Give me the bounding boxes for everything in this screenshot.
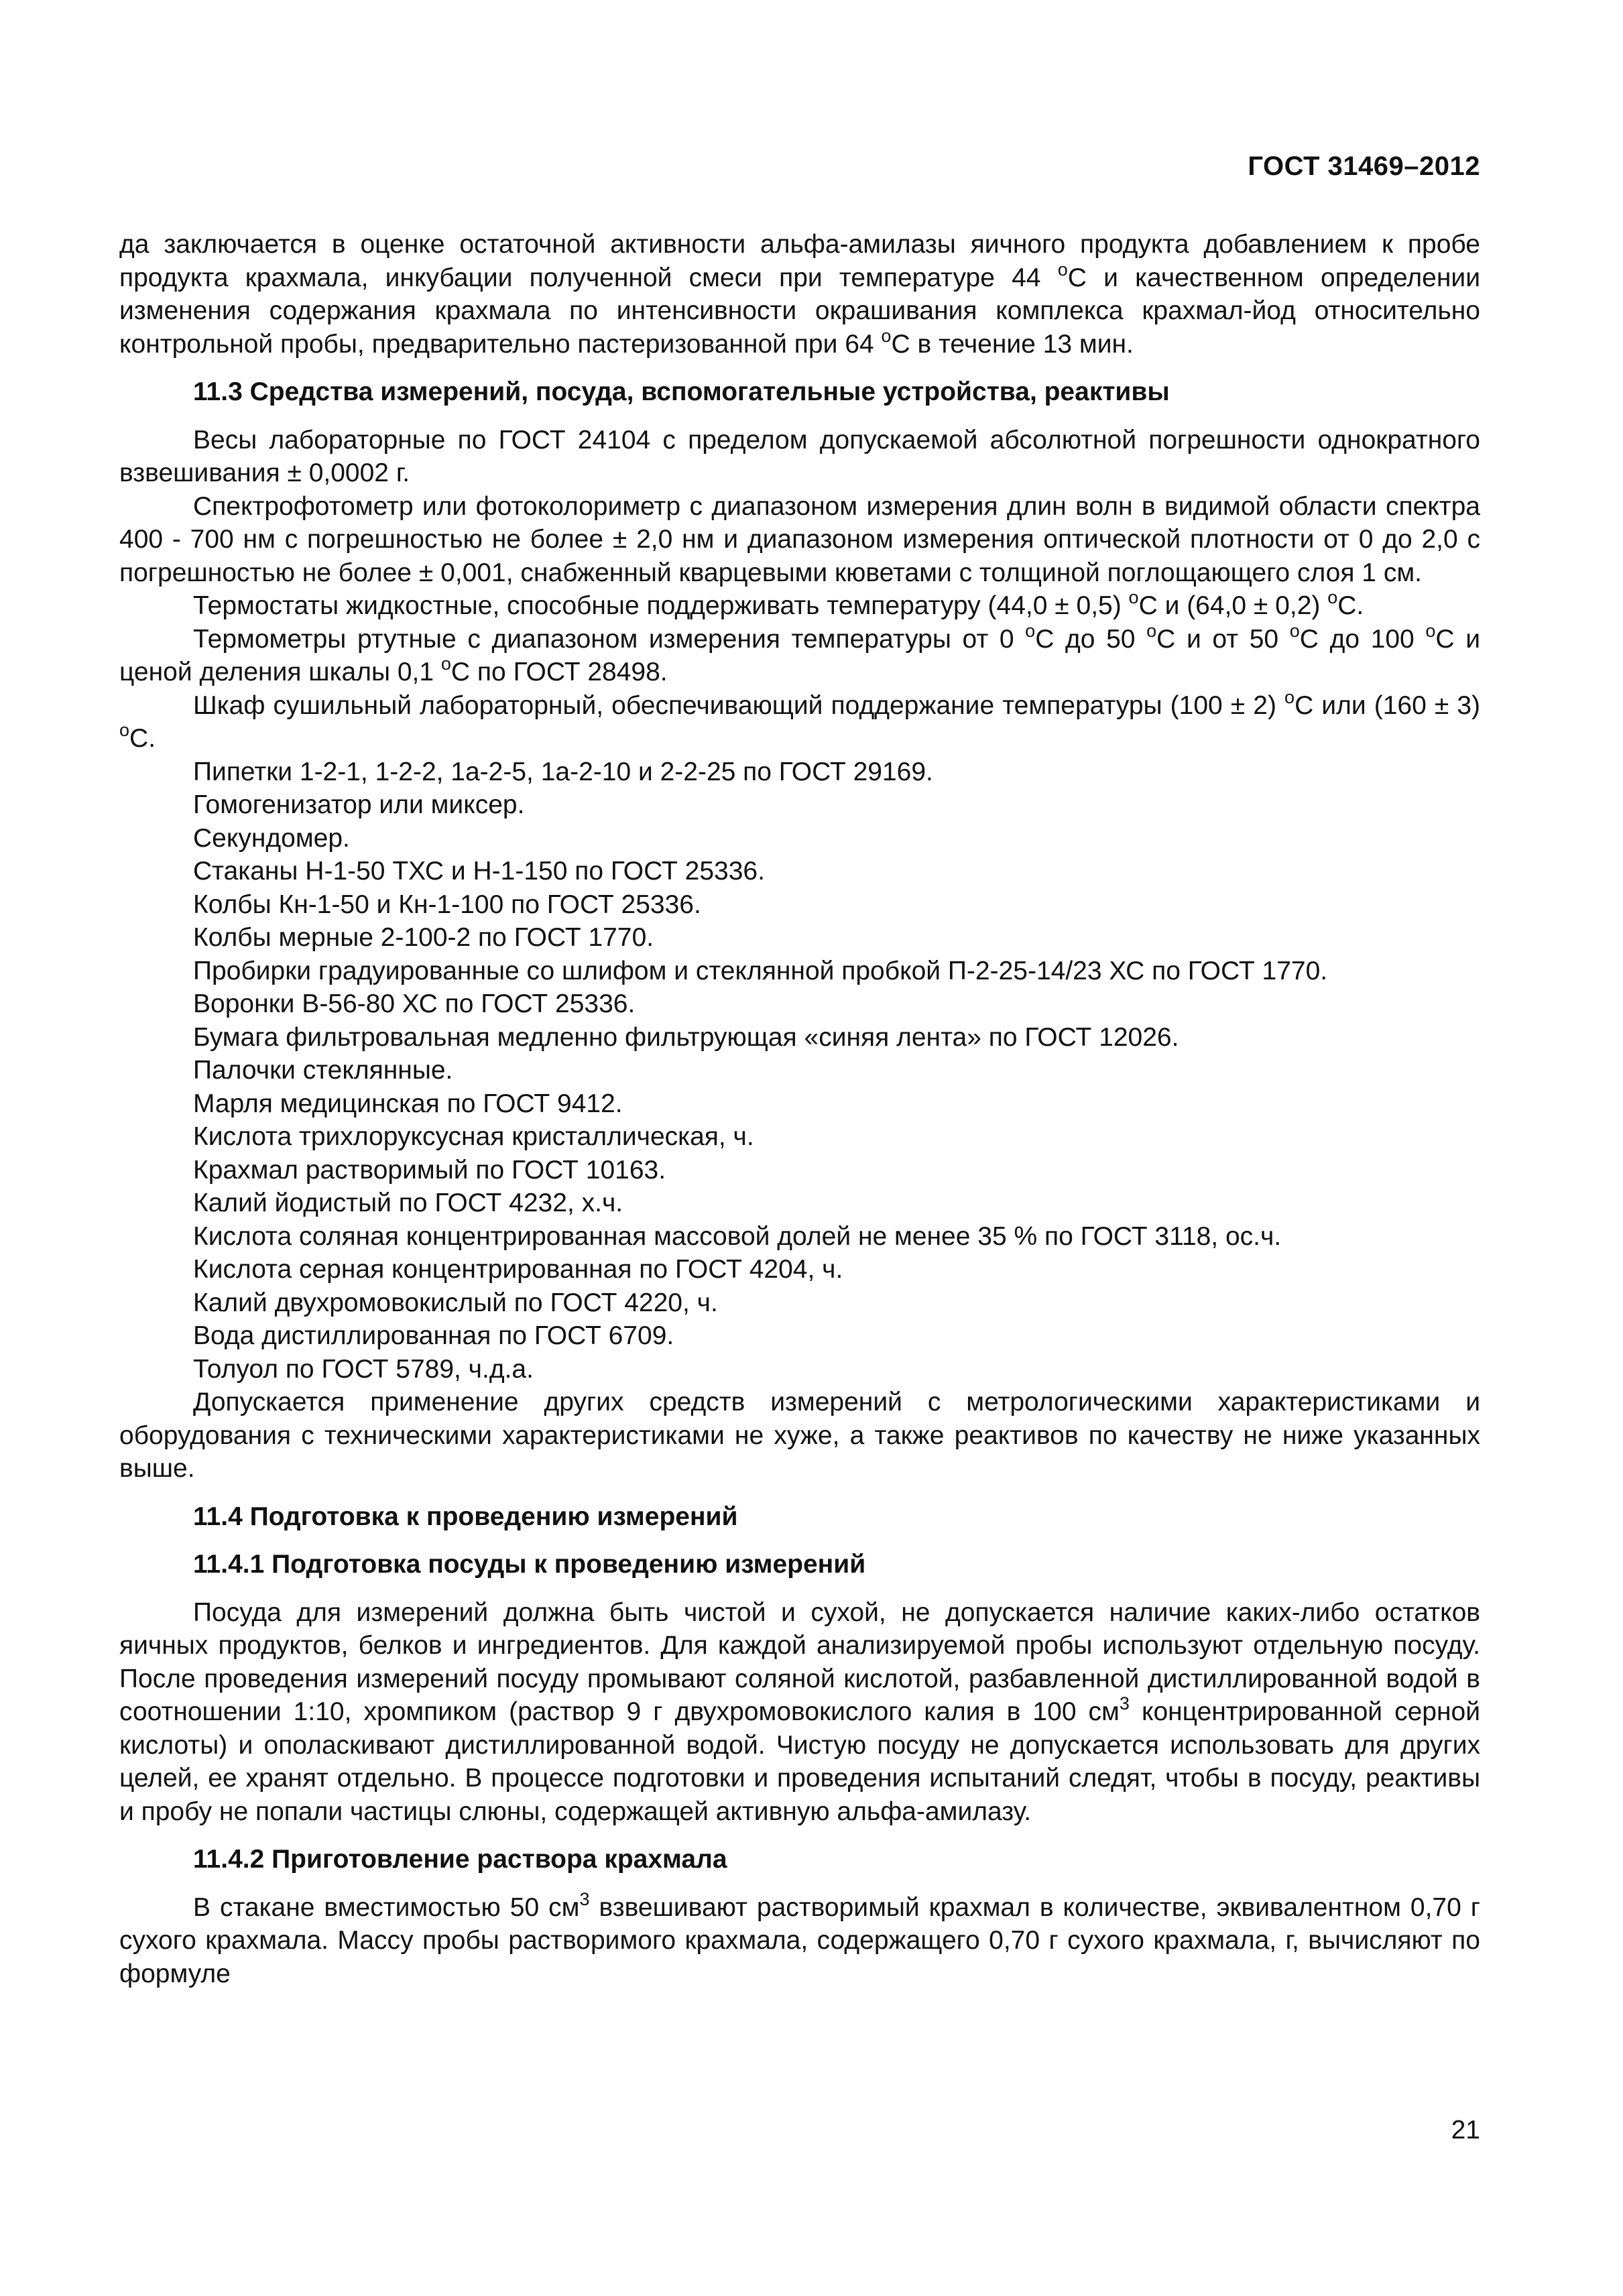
list-item: Калий йодистый по ГОСТ 4232, х.ч.: [193, 1189, 623, 1217]
list-item: Вода дистиллированная по ГОСТ 6709.: [193, 1321, 674, 1350]
text-run: Шкаф сушильный лабораторный, обеспечивающий поддержание температуры (100 ± 2): [193, 690, 1285, 720]
list-item: Кислота соляная концентрированная массовой долей не менее 35 % по ГОСТ 3118, ос.ч.: [193, 1221, 1282, 1251]
list-item: Кислота серная концентрированная по ГОСТ 4204, ч.: [193, 1255, 843, 1284]
section-heading-11-4-1: 11.4.1 Подготовка посуды к проведению измерений: [193, 1550, 866, 1579]
document-body: [119, 228, 1480, 1990]
degree-sup: о: [1057, 259, 1068, 280]
text-run: С.: [1337, 591, 1364, 620]
degree-sup: о: [1146, 620, 1157, 641]
text-run: С или (160 ± 3): [1295, 690, 1481, 720]
text-run: Посуда для измерений должна быть чистой и сухой, не допускается наличие каких-либо остатков яичных продуктов, белков и ингредиентов. Для каждой анализируемой пробы используют отдельную посуду. После проведения измерений посуду промывают соляной кислотой, разбавленной дистиллированной водой в соотношении 1:10, хромпиком (раствор 9 г двухромовокислого калия в 100 см: [119, 1597, 1480, 1726]
degree-sup: о: [1025, 620, 1036, 641]
text-run: С и ценой деления шкалы 0,1: [119, 624, 1481, 686]
text-run: С и качественном определении изменения содержания крахмала по интенсивности окрашивания комплекса крахмал-йод относительно контрольной пробы, предварительно пастеризованной при 64: [119, 263, 1480, 359]
text-run: С до 100: [1299, 624, 1426, 654]
paragraph-thermometers: [119, 620, 1481, 689]
paragraph-starch-solution: [119, 1888, 1480, 1991]
text-run: С до 50: [1035, 624, 1147, 654]
page-number: 21: [1451, 2116, 1480, 2144]
list-item: Марля медицинская по ГОСТ 9412.: [193, 1089, 623, 1118]
list-item: Гомогенизатор или миксер.: [193, 790, 525, 819]
list-item: Колбы мерные 2-100-2 по ГОСТ 1770.: [193, 923, 654, 952]
list-item: Пипетки 1-2-1, 1-2-2, 1а-2-5, 1а-2-10 и 2-2-25 по ГОСТ 29169.: [193, 757, 933, 786]
paragraph-spectrophotometer: Спектрофотометр или фотоколориметр с диапазоном измерения длин волн в видимой области спектра 400 - 700 нм с погрешностью не более ± 2,0 нм и диапазоном измерения оптической плотности от 0 до 2,0 с погрешностью не более ± 0,001, снабженный кварцевыми кюветами с толщиной поглощающего слоя 1 см.: [119, 491, 1480, 587]
list-item: Крахмал растворимый по ГОСТ 10163.: [193, 1155, 666, 1185]
degree-sup: о: [1289, 620, 1300, 641]
paragraph-scales: Весы лабораторные по ГОСТ 24104 с пределом допускаемой абсолютной погрешности однократного взвешивания ± 0,0002 г.: [119, 425, 1480, 487]
degree-sup: о: [440, 654, 451, 674]
paragraph-glassware-preparation: [119, 1596, 1480, 1829]
degree-sup: о: [1284, 686, 1295, 707]
equipment-list: [119, 756, 1480, 1386]
cube-sup: 3: [1119, 1693, 1130, 1713]
list-item: Воронки В-56-80 ХС по ГОСТ 25336.: [193, 989, 636, 1018]
paragraph-allowed-substitutes: Допускается применение других средств измерений с метрологическими характеристиками и оборудования с техническими характеристиками не хуже, а также реактивов по качеству не ниже указанных выше.: [119, 1388, 1480, 1483]
section-heading-11-3: 11.3 Средства измерений, посуда, вспомогательные устройства, реактивы: [193, 377, 1170, 406]
text-run: Термометры ртутные с диапазоном измерения температуры от 0: [193, 624, 1026, 654]
text-run: С в течение 13 мин.: [891, 329, 1134, 359]
section-heading-11-4-2: 11.4.2 Приготовление раствора крахмала: [193, 1845, 727, 1874]
cube-sup: 3: [579, 1888, 590, 1909]
text-run: концентрированной серной кислоты) и ополаскивают дистиллированной водой. Чистую посуду не допускается использовать для других целей, ее хранят отдельно. В процессе подготовки и проведения испытаний следят, чтобы в посуду, реактивы и пробу не попали частицы слюны, содержащей активную альфа-амилазу.: [119, 1697, 1480, 1826]
list-item: Секундомер.: [193, 823, 350, 853]
text-run: С и (64,0 ± 0,2): [1138, 591, 1328, 620]
paragraph-drying-oven: [119, 686, 1481, 756]
degree-sup: о: [1425, 620, 1436, 641]
text-run: С и от 50: [1156, 624, 1290, 654]
text-run: В стакане вместимостью 50 см: [193, 1892, 580, 1922]
list-item: Колбы Кн-1-50 и Кн-1-100 по ГОСТ 25336.: [193, 890, 701, 919]
degree-sup: о: [1128, 587, 1139, 607]
degree-sup: о: [1327, 587, 1338, 607]
text-run: С по ГОСТ 28498.: [450, 658, 668, 686]
text-run: С.: [129, 724, 156, 753]
intro-paragraph: [119, 228, 1480, 361]
list-item: Бумага фильтровальная медленно фильтрующая «синяя лента» по ГОСТ 12026.: [193, 1022, 1179, 1052]
paragraph-thermostats: [119, 589, 1480, 623]
list-item: Кислота трихлоруксусная кристаллическая, ч.: [193, 1122, 754, 1151]
text-run: Термостаты жидкостные, способные поддерживать температуру (44,0 ± 0,5): [193, 591, 1129, 620]
list-item: Палочки стеклянные.: [193, 1056, 453, 1085]
list-item: Калий двухромовокислый по ГОСТ 4220, ч.: [193, 1288, 718, 1317]
list-item: Стаканы Н-1-50 ТХС и Н-1-150 по ГОСТ 25336.: [193, 857, 765, 886]
section-heading-11-4: 11.4 Подготовка к проведению измерений: [193, 1502, 738, 1531]
text-run: взвешивают растворимый крахмал в количестве, эквивалентном 0,70 г сухого крахмала. Массу пробы растворимого крахмала, содержащего 0,70 г сухого крахмала, г, вычисляют по формуле: [119, 1892, 1480, 1988]
document-page: [119, 0, 1480, 2296]
list-item: Пробирки градуированные со шлифом и стеклянной пробкой П-2-25-14/23 ХС по ГОСТ 1770.: [193, 956, 1328, 985]
list-item: Толуол по ГОСТ 5789, ч.д.а.: [193, 1354, 534, 1384]
degree-sup: о: [881, 325, 892, 346]
document-code-header: ГОСТ 31469–2012: [1248, 152, 1480, 181]
degree-sup: о: [119, 720, 130, 740]
text-run: да заключается в оценке остаточной активности альфа-амилазы яичного продукта добавлением к пробе продукта крахмала, инкубации полученной смеси при температуре 44: [119, 230, 1480, 292]
